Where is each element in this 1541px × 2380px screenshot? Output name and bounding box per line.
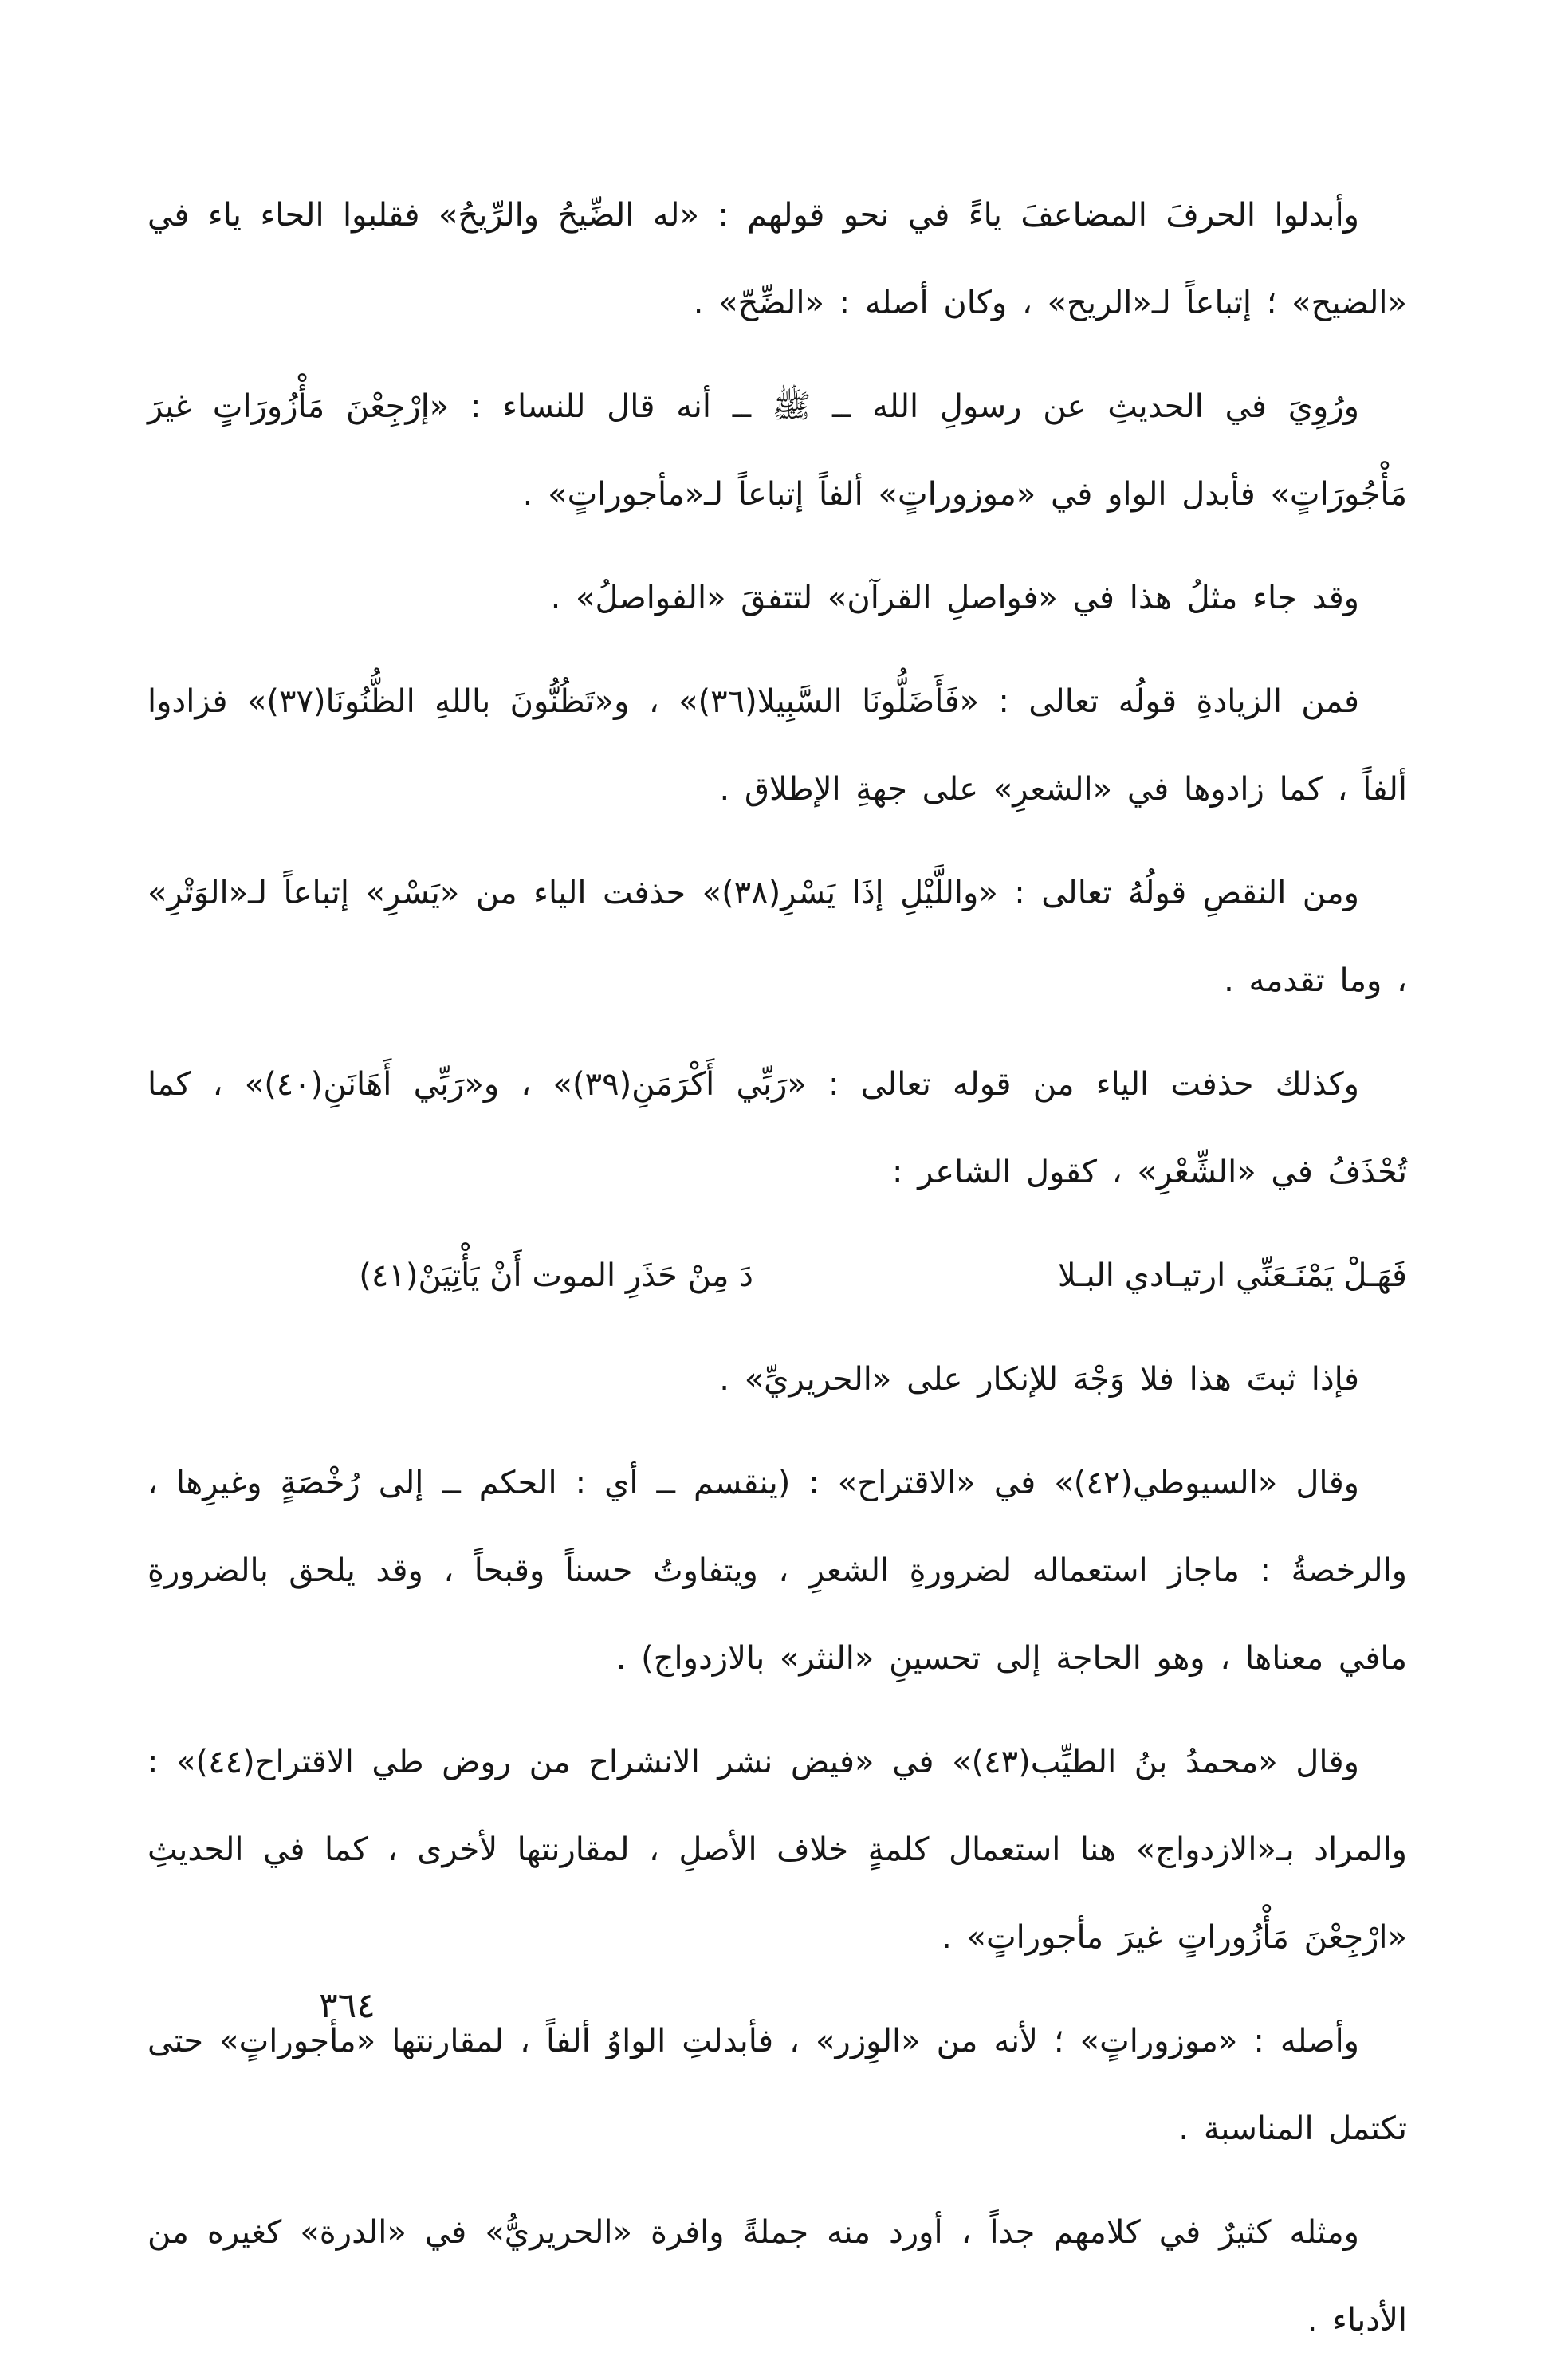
paragraph-8: وقال «السيوطي(٤٢)» في «الاقتراح» : (ينقسم ــ أي : الحكم ــ إلى رُخْصَةٍ وغيرِها ، والرخصةُ : ماجاز استعماله لضرورةِ الشعرِ ، ويتفاوتُ حسناً وقبحاً ، وقد يلحق بالضرورةِ مافي معناها ، وهو الحاجة إلى تحسينِ «النثر» بالازدواج) . [147, 1465, 1407, 1677]
paragraph-4: فمن الزيادةِ قولُه تعالى : «فَأَضَلُّونَا السَّبِيلا(٣٦)» ، و«تَظُنُّونَ باللهِ الظُّنُونَا(٣٧)» فزادوا ألفاً ، كما زادوها في «الشعرِ» على جهةِ الإطلاق . [147, 683, 1407, 808]
poetry-verse [147, 1232, 1407, 1320]
paragraph-10: وأصله : «موزوراتٍ» ؛ لأنه من «الوِزر» ، فأبدلتِ الواوُ ألفاً ، لمقارنتها «مأجوراتٍ» حتى تكتمل المناسبة . [147, 2023, 1407, 2147]
page-number: ٣٦٤ [319, 1985, 375, 2026]
paragraph-3: وقد جاء مثلُ هذا في «فواصلِ القرآن» لتتفقَ «الفواصلُ» . [550, 580, 1359, 616]
verse-second-hemistich: دَ مِنْ حَذَرِ الموت أَنْ يَأْتِيَنْ(٤١) [359, 1257, 753, 1294]
paragraph-9: وقال «محمدُ بنُ الطيِّب(٤٣)» في «فيض نشر الانشراح من روض طي الاقتراح(٤٤)» : والمراد بـ«الازدواج» هنا استعمال كلمةٍ خلاف الأصلِ ، لمقارنتها لأخرى ، كما في الحديثِ «ارْجِعْنَ مَأْزُوراتٍ غيرَ مأجوراتٍ» . [147, 1744, 1407, 1956]
paragraph-7: فإذا ثبتَ هذا فلا وَجْهَ للإنكار على «الحريريِّ» . [719, 1361, 1359, 1398]
paragraph-6: وكذلك حذفت الياء من قوله تعالى : «رَبِّي أَكْرَمَنِ(٣٩)» ، و«رَبِّي أَهَانَنِ(٤٠)» ، كما تُحْذَفُ في «الشِّعْرِ» ، كقول الشاعر : [147, 1066, 1407, 1190]
paragraph-5: ومن النقصِ قولُهُ تعالى : «واللَّيْلِ إذَا يَسْرِ(٣٨)» حذفت الياء من «يَسْرِ» إتباعاً لـ«الوَتْرِ» ، وما تقدمه . [147, 875, 1407, 999]
paragraph-11: ومثله كثيرٌ في كلامهم جداً ، أورد منه جملةً وافرة «الحريريُّ» في «الدرة» كغيره من الأدباء . [147, 2214, 1407, 2339]
paragraph-1: وأبدلوا الحرفَ المضاعفَ ياءً في نحو قولهم : «له الضِّيحُ والرِّيحُ» فقلبوا الحاء ياء في «الضيح» ؛ إتباعاً لـ«الريح» ، وكان أصله : «الضِّحّ» . [147, 197, 1407, 321]
verse-first-hemistich: فَهَـلْ يَمْنَـعَنِّي ارتيـادي البـلا [1057, 1257, 1407, 1294]
paragraph-2: ورُوِيَ في الحديثِ عن رسولِ الله ــ ﷺ ــ أنه قال للنساء : «إرْجِعْنَ مَأْزُورَاتٍ غيرَ مَأْجُورَاتٍ» فأبدل الواو في «موزوراتٍ» ألفاً إتباعاً لـ«مأجوراتٍ» . [147, 388, 1407, 513]
page-body [147, 171, 1407, 2380]
